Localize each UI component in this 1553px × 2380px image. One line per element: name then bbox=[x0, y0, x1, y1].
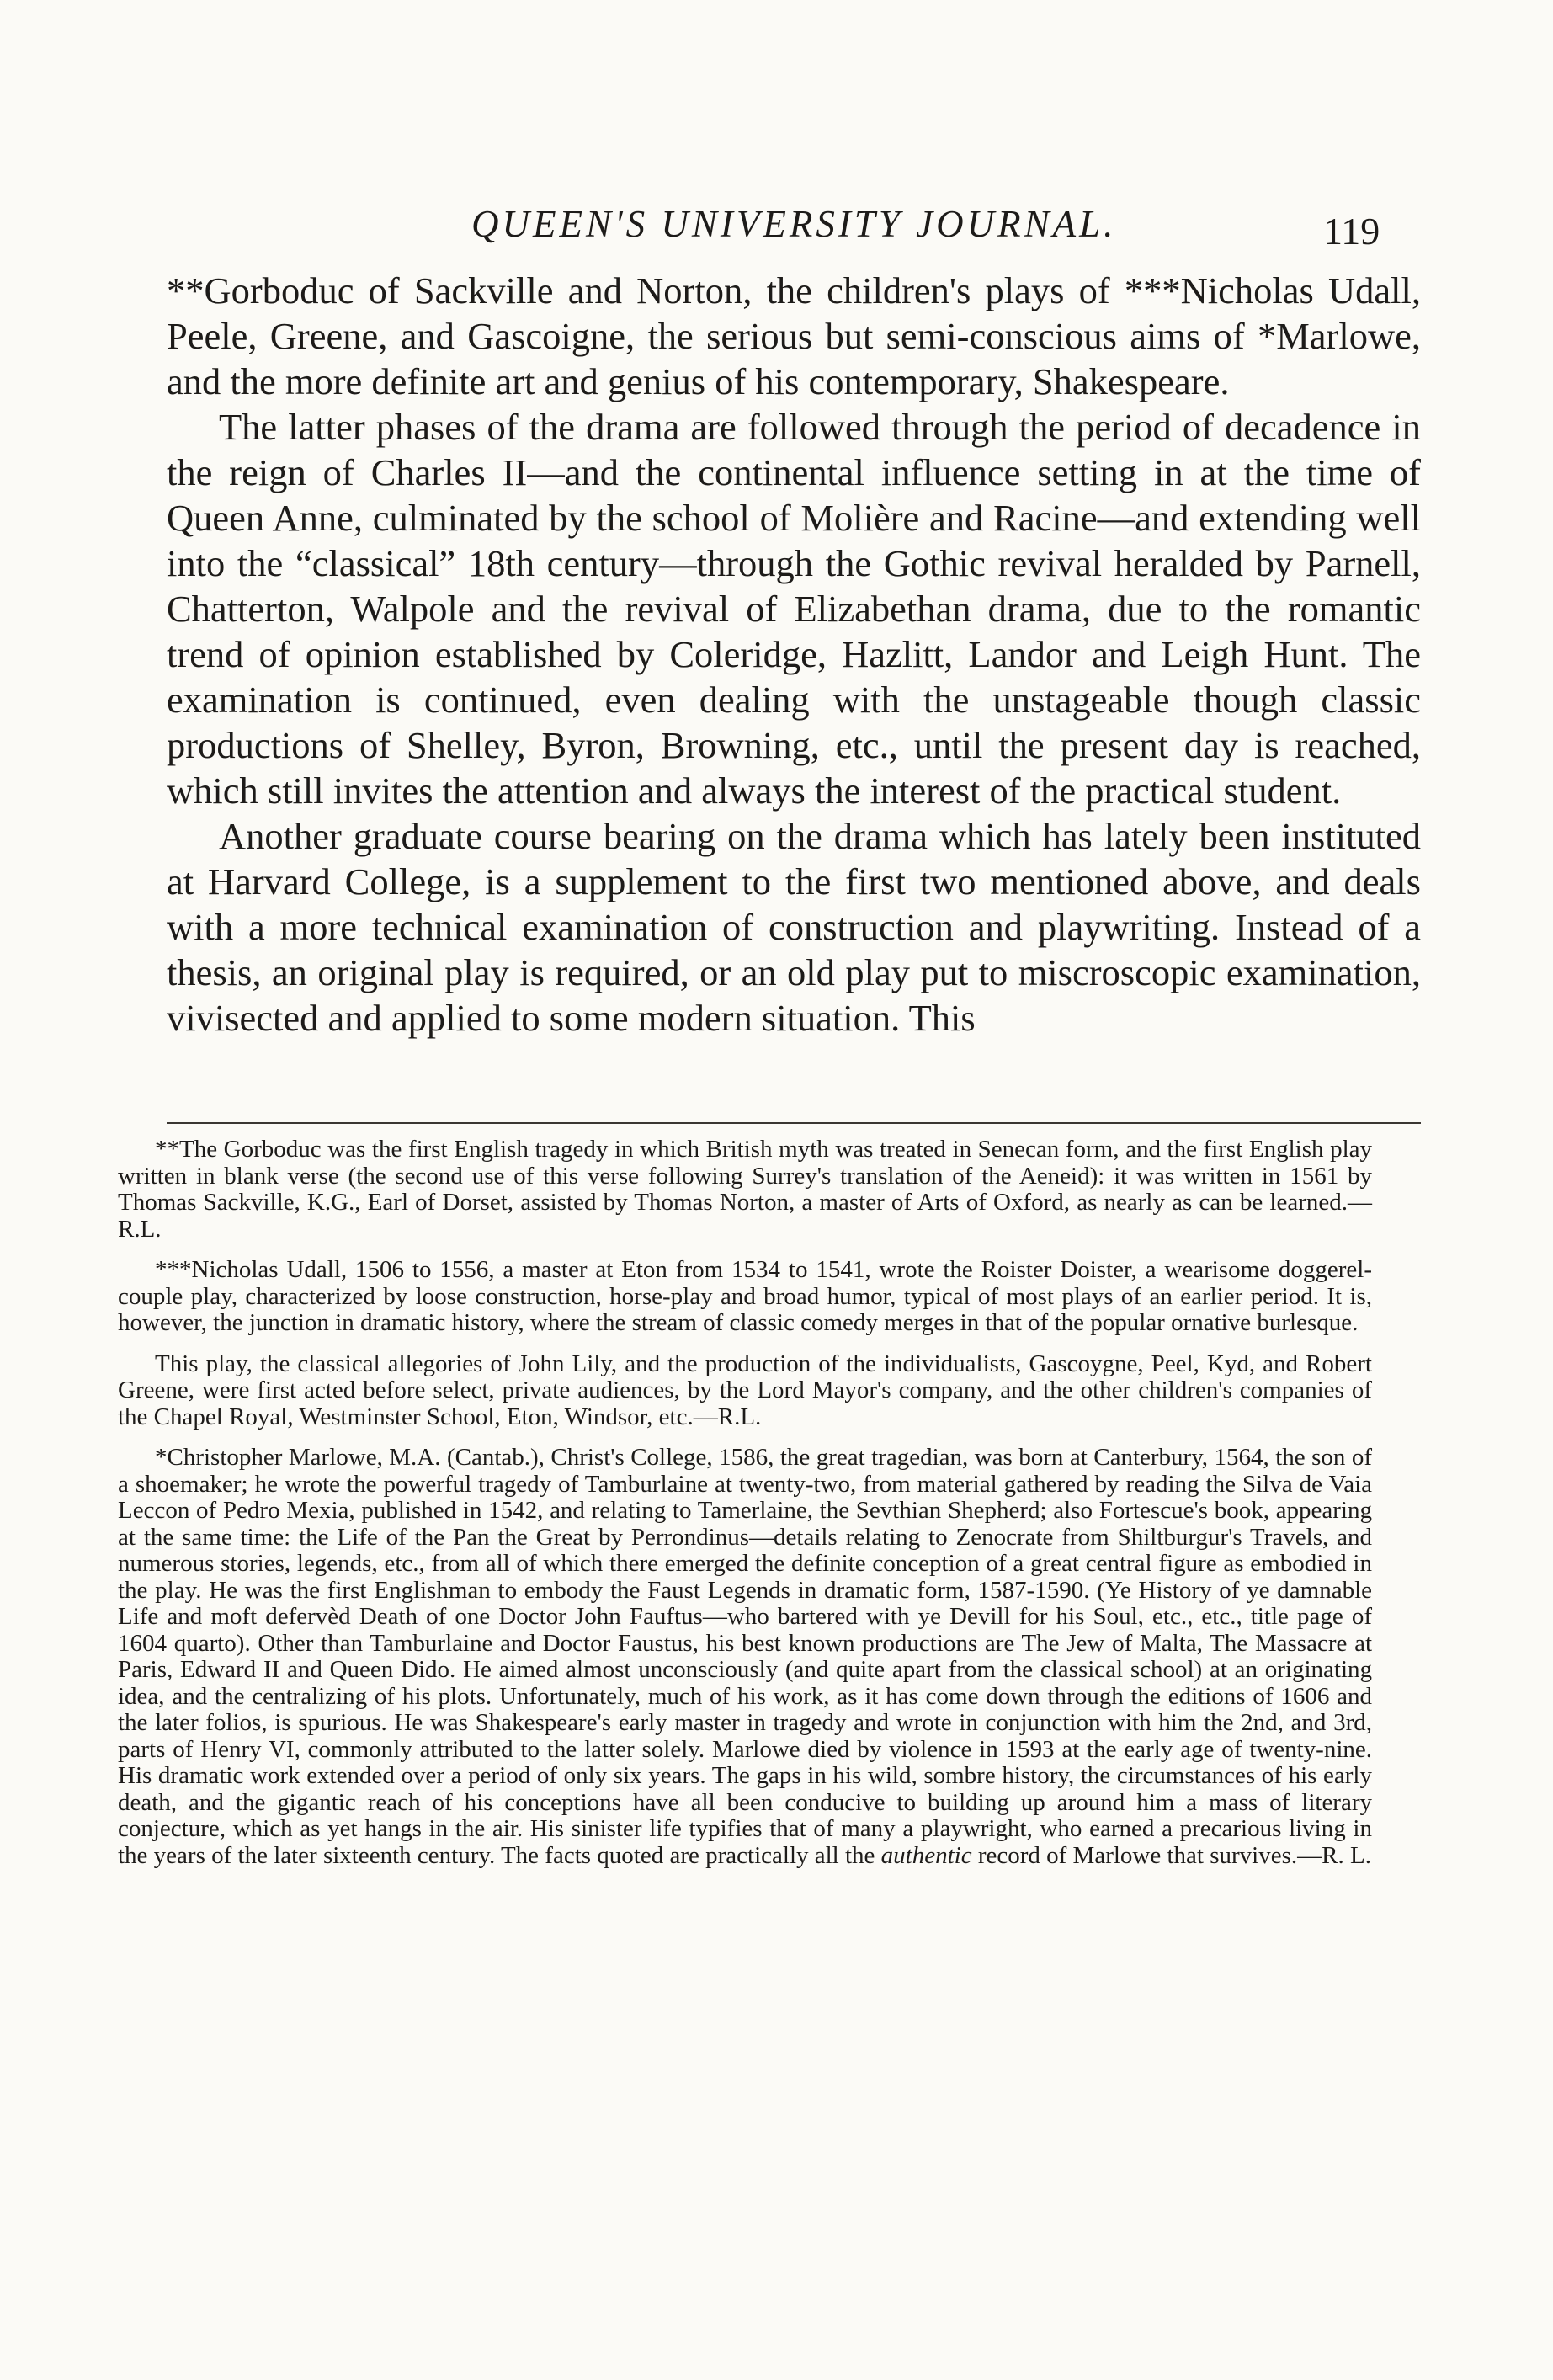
body-paragraph-1: **Gorboduc of Sackville and Norton, the children's plays of ***Nicholas Udall, Peele, Greene, and Gascoigne, the serious but semi-conscious aims of *Marlowe, and the more definite art and genius of his contemporary, Shakespeare. bbox=[167, 269, 1421, 402]
running-head: QUEEN'S UNIVERSITY JOURNAL. bbox=[471, 203, 1117, 245]
footnotes bbox=[118, 1137, 1372, 1869]
body-paragraph-3: Another graduate course bearing on the drama which has lately been instituted at Harvard College, is a supplement to the first two mentioned above, and deals with a more technical examination of construction and playwriting. Instead of a thesis, an original play is required, or an old play put to miscroscopic examination, vivisected and applied to some modern situation. This bbox=[167, 815, 1421, 1039]
footnote-udall: ***Nicholas Udall, 1506 to 1556, a master at Eton from 1534 to 1541, wrote the Roister Doister, a wearisome doggerel-couple play, characterized by loose construction, horse-play and broad humor, typical of most plays of an earlier period. It is, however, the junction in dramatic history, where the stream of classic comedy merges in that of the popular ornative burlesque. bbox=[118, 1256, 1372, 1336]
footnote-children-plays: This play, the classical allegories of John Lily, and the production of the individualists, Gascoygne, Peel, Kyd, and Robert Greene, were first acted before select, private audiences, by the Lord Mayor's company, and the other children's companies of the Chapel Royal, Westminster School, Eton, Windsor, etc.—R.L. bbox=[118, 1350, 1372, 1430]
page-header bbox=[0, 202, 1553, 253]
footnote-marlowe-ending: record of Marlowe that survives.—R. L. bbox=[971, 1841, 1371, 1869]
footnote-gorboduc: **The Gorboduc was the first English tragedy in which British myth was treated in Senecan form, and the first English play written in blank verse (the second use of this verse following Surrey's translation of the Aeneid): it was written in 1561 by Thomas Sackville, K.G., Earl of Dorset, assisted by Thomas Norton, a master of Arts of Oxford, as nearly as can be learned.—R.L. bbox=[118, 1136, 1372, 1243]
body-text bbox=[167, 268, 1421, 1041]
footnote-rule bbox=[167, 1122, 1421, 1124]
page-number: 119 bbox=[1323, 210, 1380, 253]
footnote-marlowe-emphasis: authentic bbox=[880, 1841, 972, 1869]
footnote-marlowe-text: *Christopher Marlowe, M.A. (Cantab.), Christ's College, 1586, the great tragedian, was born at Canterbury, 1564, the son of a shoemaker; he wrote the powerful tragedy of Tamburlaine at twenty-two, from material gathered by reading the Silva de Vaia Leccon of Pedro Mexia, published in 1542, and relating to Tamerlaine, the Sevthian Shepherd; also Fortescue's book, appearing at the same time: the Life of the Pan the Great by Perrondinus—details relating to Zenocrate from Shiltburgur's Travels, and numerous stories, legends, etc., from all of which there emerged the definite conception of a great central figure as embodied in the play. He was the first Englishman to embody the Faust Legends in dramatic form, 1587-1590. (Ye History of ye damnable Life and moft defervèd Death of one Doctor John Fauftus—who bartered with ye Devill for his Soul, etc., etc., title page of 1604 quarto). Other than Tamburlaine and Doctor Faustus, his best known productions are The Jew of Malta, The Massacre at Paris, Edward II and Queen Dido. He aimed almost unconsciously (and quite apart from the classical school) at an originating idea, and the centralizing of his plots. Unfortunately, much of his work, as it has come down through the editions of 1606 and the later folios, is spurious. He was Shakespeare's early master in tragedy and wrote in conjunction with him the 2nd, and 3rd, parts of Henry VI, commonly attributed to the latter solely. Marlowe died by violence in 1593 at the early age of twenty-nine. His dramatic work extended over a period of only six years. The gaps in his wild, sombre history, the circumstances of his early death, and the gigantic reach of his conceptions have all been conducive to building up around him a mass of literary conjecture, which as yet hangs in the air. His sinister life typifies that of many a playwright, who earned a precarious living in the years of the later sixteenth century. The facts quoted are practically all the bbox=[118, 1444, 1372, 1869]
footnote-marlowe bbox=[118, 1445, 1372, 1869]
body-paragraph-2: The latter phases of the drama are followed through the period of decadence in the reign of Charles II—and the continental influence setting in at the time of Queen Anne, culminated by the school of Molière and Racine—and extending well into the “classical” 18th century—through the Gothic revival heralded by Parnell, Chatterton, Walpole and the revival of Elizabethan drama, due to the romantic trend of opinion established by Coleridge, Hazlitt, Landor and Leigh Hunt. The examination is continued, even dealing with the unstageable though classic productions of Shelley, Byron, Browning, etc., until the present day is reached, which still invites the attention and always the interest of the practical student. bbox=[167, 406, 1421, 812]
